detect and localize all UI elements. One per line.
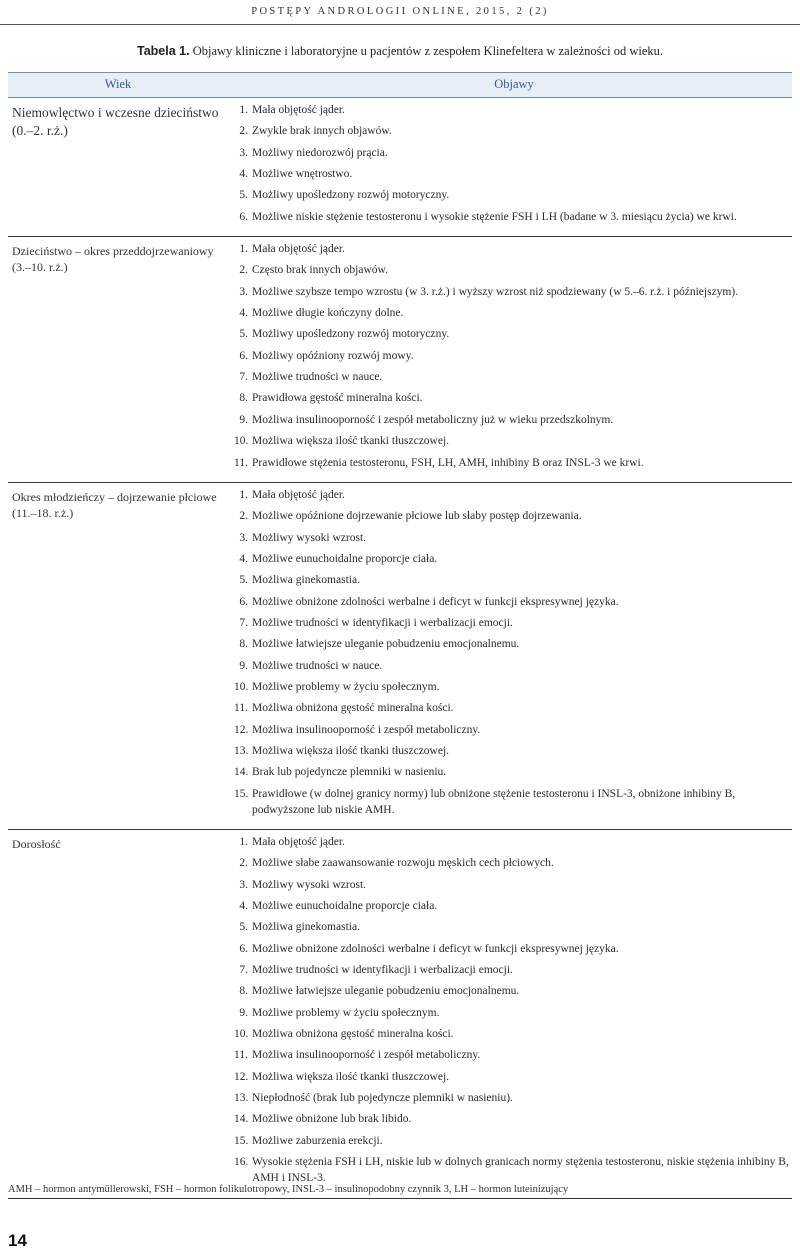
symptom-number: 2. — [239, 264, 248, 277]
symptom-number: 1. — [239, 488, 248, 501]
symptom-number: 11. — [234, 702, 248, 715]
symptom-text: Prawidłowe stężenia testosteronu, FSH, LH, AMH, inhibiny B oraz INSL-3 we krwi. — [252, 456, 644, 469]
symptom-item — [234, 1005, 792, 1021]
symptom-text: Możliwe eunuchoidalne proporcje ciała. — [252, 552, 438, 565]
symptom-text: Możliwe eunuchoidalne proporcje ciała. — [252, 900, 438, 913]
symptom-text: Możliwe trudności w identyfikacji i werbalizacji emocji. — [252, 616, 513, 629]
symptom-text: Często brak innych objawów. — [252, 264, 388, 277]
symptom-number: 11. — [234, 456, 248, 469]
symptom-item — [234, 166, 792, 182]
symptom-number: 5. — [239, 189, 248, 202]
age-group-label: Dorosłość — [12, 837, 61, 851]
symptom-item — [234, 636, 792, 652]
symptom-number: 14. — [234, 766, 249, 779]
symptom-number: 10. — [234, 1028, 249, 1041]
symptom-item — [234, 679, 792, 695]
running-head: POSTĘPY ANDROLOGII ONLINE, 2015, 2 (2) — [251, 6, 549, 17]
symptom-item — [234, 326, 792, 342]
symptom-item — [234, 487, 792, 503]
symptom-number: 16. — [234, 1156, 249, 1169]
symptom-text: Możliwa większa ilość tkanki tłuszczowej. — [252, 1070, 450, 1083]
symptom-item — [234, 209, 792, 225]
symptom-number: 5. — [239, 574, 248, 587]
symptom-item — [234, 305, 792, 321]
symptom-text: Możliwe opóźnione dojrzewanie płciowe lub słaby postęp dojrzewania. — [252, 510, 582, 523]
symptom-item — [234, 898, 792, 914]
age-group-row — [8, 237, 792, 483]
symptom-text: Możliwe problemy w życiu społecznym. — [252, 1006, 440, 1019]
symptom-number: 13. — [234, 1092, 249, 1105]
symptom-item — [234, 786, 792, 818]
symptom-text: Możliwe obniżone lub brak libido. — [252, 1113, 412, 1126]
symptom-text: Możliwy wysoki wzrost. — [252, 878, 367, 891]
symptom-text: Możliwa obniżona gęstość mineralna kości. — [252, 1028, 454, 1041]
symptom-number: 15. — [234, 787, 249, 800]
symptom-item — [234, 594, 792, 610]
symptom-item — [234, 1026, 792, 1042]
symptom-item — [234, 615, 792, 631]
header-age: Wiek — [104, 77, 132, 91]
age-group-row — [8, 483, 792, 830]
symptom-item — [234, 145, 792, 161]
symptom-text: Zwykle brak innych objawów. — [252, 125, 392, 138]
symptom-number: 4. — [239, 552, 248, 565]
symptom-item — [234, 123, 792, 139]
symptom-number: 15. — [234, 1134, 249, 1147]
symptom-text: Mała objętość jąder. — [252, 488, 345, 501]
symptom-number: 2. — [239, 510, 248, 523]
symptom-text: Wysokie stężenia FSH i LH, niskie lub w dolnych granicach normy stężenia testosteronu, niskie stężenia inhibiny B, AMH i INSL-3. — [252, 1156, 789, 1185]
table-body — [8, 98, 792, 1199]
symptom-text: Możliwe obniżone zdolności werbalne i deficyt w funkcji ekspresywnej języka. — [252, 595, 619, 608]
footnote: AMH – hormon antymüllerowski, FSH – hormon folikulotropowy, INSL-3 – insulinopodobny czynnik 3, LH – hormon luteinizujący — [8, 1184, 569, 1195]
symptom-text: Możliwe zaburzenia erekcji. — [252, 1134, 383, 1147]
symptom-item — [234, 412, 792, 428]
symptom-item — [234, 855, 792, 871]
symptom-item — [234, 102, 792, 118]
symptom-item — [234, 834, 792, 850]
symptom-text: Możliwe łatwiejsze uleganie pobudzeniu emocjonalnemu. — [252, 638, 520, 651]
symptom-text: Możliwa większa ilość tkanki tłuszczowej. — [252, 435, 450, 448]
symptom-item — [234, 722, 792, 738]
symptom-number: 6. — [239, 349, 248, 362]
symptom-number: 10. — [234, 435, 249, 448]
symptoms-table — [8, 72, 792, 1199]
symptom-number: 6. — [239, 942, 248, 955]
symptom-number: 9. — [239, 659, 248, 672]
symptom-item — [234, 551, 792, 567]
caption-label: Tabela 1. — [136, 44, 190, 58]
symptom-text: Możliwe niskie stężenie testosteronu i wysokie stężenie FSH i LH (badane w 3. miesiącu życia) we krwi. — [252, 210, 737, 223]
symptom-item — [234, 348, 792, 364]
symptom-item — [234, 284, 792, 300]
symptom-text: Mała objętość jąder. — [252, 104, 345, 116]
age-group-row — [8, 98, 792, 237]
symptom-item — [234, 941, 792, 957]
symptom-item — [234, 1047, 792, 1063]
symptom-number: 5. — [239, 921, 248, 934]
header-symptoms: Objawy — [494, 77, 534, 91]
symptom-list — [234, 237, 792, 482]
symptom-number: 1. — [239, 836, 248, 848]
table-header — [8, 72, 792, 98]
symptom-number: 7. — [239, 371, 248, 384]
symptom-item — [234, 877, 792, 893]
symptom-item — [234, 262, 792, 278]
symptom-item — [234, 1154, 792, 1186]
symptom-text: Możliwa większa ilość tkanki tłuszczowej. — [252, 744, 450, 757]
symptom-number: 4. — [239, 307, 248, 320]
symptom-item — [234, 390, 792, 406]
symptom-number: 1. — [239, 243, 248, 256]
symptom-text: Możliwa ginekomastia. — [252, 921, 360, 934]
symptom-number: 9. — [239, 1006, 248, 1019]
symptom-item — [234, 187, 792, 203]
symptom-text: Możliwe trudności w nauce. — [252, 371, 383, 384]
symptom-text: Możliwe wnętrostwo. — [252, 168, 353, 181]
symptom-text: Możliwe słabe zaawansowanie rozwoju męskich cech płciowych. — [252, 857, 554, 870]
symptom-text: Możliwy upośledzony rozwój motoryczny. — [252, 189, 450, 202]
symptom-list — [234, 483, 792, 829]
symptom-text: Prawidłowa gęstość mineralna kości. — [252, 392, 423, 405]
page-number: 14 — [8, 1231, 27, 1250]
symptom-item — [234, 369, 792, 385]
symptom-item — [234, 530, 792, 546]
symptom-item — [234, 983, 792, 999]
symptom-item — [234, 743, 792, 759]
symptom-number: 2. — [239, 857, 248, 870]
symptom-text: Możliwa insulinooporność i zespół metaboliczny już w wieku przedszkolnym. — [252, 413, 614, 426]
symptom-list — [234, 98, 792, 236]
symptom-number: 6. — [239, 595, 248, 608]
symptom-number: 5. — [239, 328, 248, 341]
symptom-item — [234, 700, 792, 716]
symptom-text: Możliwa insulinooporność i zespół metaboliczny. — [252, 723, 481, 736]
symptom-text: Prawidłowe (w dolnej granicy normy) lub obniżone stężenie testosteronu i INSL-3, obniżone inhibiny B, podwyższone lub niskie AMH. — [252, 787, 736, 816]
symptom-item — [234, 764, 792, 780]
symptom-text: Możliwy wysoki wzrost. — [252, 531, 367, 544]
symptom-number: 11. — [234, 1049, 248, 1062]
symptom-text: Możliwe długie kończyny dolne. — [252, 307, 404, 320]
symptom-text: Możliwe problemy w życiu społecznym. — [252, 680, 440, 693]
symptom-number: 1. — [239, 104, 248, 116]
age-group-label: Okres młodzieńczy – dojrzewanie płciowe (11.–18. r.ż.) — [12, 489, 217, 520]
symptom-item — [234, 508, 792, 524]
symptom-text: Możliwa ginekomastia. — [252, 574, 360, 587]
symptom-text: Możliwe trudności w identyfikacji i werbalizacji emocji. — [252, 964, 513, 977]
symptom-item — [234, 1111, 792, 1127]
symptom-number: 4. — [239, 168, 248, 181]
age-group-label: Dzieciństwo – okres przeddojrzewaniowy (3.–10. r.ż.) — [12, 244, 214, 275]
symptom-item — [234, 1069, 792, 1085]
symptom-item — [234, 1090, 792, 1106]
symptom-text: Możliwe trudności w nauce. — [252, 659, 383, 672]
symptom-number: 8. — [239, 638, 248, 651]
symptom-text: Mała objętość jąder. — [252, 243, 345, 256]
symptom-item — [234, 1133, 792, 1149]
symptom-number: 12. — [234, 1070, 249, 1083]
symptom-item — [234, 962, 792, 978]
symptom-number: 3. — [239, 878, 248, 891]
symptom-text: Możliwe szybsze tempo wzrostu (w 3. r.ż.) i wyższy wzrost niż spodziewany (w 5.–6. r.ż. i późniejszym). — [252, 285, 739, 298]
symptom-item — [234, 658, 792, 674]
symptom-text: Niepłodność (brak lub pojedyncze plemniki w nasieniu). — [252, 1092, 513, 1105]
table-caption — [0, 44, 800, 59]
symptom-text: Brak lub pojedyncze plemniki w nasieniu. — [252, 766, 447, 779]
symptom-number: 14. — [234, 1113, 249, 1126]
symptom-number: 7. — [239, 616, 248, 629]
symptom-text: Możliwy niedorozwój prącia. — [252, 146, 388, 159]
symptom-number: 3. — [239, 285, 248, 298]
symptom-number: 7. — [239, 964, 248, 977]
symptom-text: Możliwa insulinooporność i zespół metaboliczny. — [252, 1049, 481, 1062]
symptom-item — [234, 455, 792, 471]
symptom-number: 3. — [239, 531, 248, 544]
symptom-item — [234, 241, 792, 257]
symptom-item — [234, 433, 792, 449]
symptom-number: 12. — [234, 723, 249, 736]
age-group-label: Niemowlęctwo i wczesne dzieciństwo (0.–2. r.ż.) — [12, 105, 219, 138]
symptom-item — [234, 919, 792, 935]
symptom-number: 8. — [239, 392, 248, 405]
caption-text: Objawy kliniczne i laboratoryjne u pacjentów z zespołem Klinefeltera w zależności od wieku. — [192, 44, 663, 58]
symptom-number: 3. — [239, 146, 248, 159]
symptom-number: 4. — [239, 900, 248, 913]
symptom-number: 10. — [234, 680, 249, 693]
symptom-text: Mała objętość jąder. — [252, 836, 345, 848]
symptom-text: Możliwe łatwiejsze uleganie pobudzeniu emocjonalnemu. — [252, 985, 520, 998]
header-rule — [0, 24, 800, 25]
symptom-item — [234, 572, 792, 588]
symptom-text: Możliwe obniżone zdolności werbalne i deficyt w funkcji ekspresywnej języka. — [252, 942, 619, 955]
symptom-number: 13. — [234, 744, 249, 757]
symptom-number: 6. — [239, 210, 248, 223]
symptom-text: Możliwa obniżona gęstość mineralna kości. — [252, 702, 454, 715]
symptom-number: 8. — [239, 985, 248, 998]
age-group-row — [8, 830, 792, 1199]
symptom-number: 2. — [239, 125, 248, 138]
symptom-text: Możliwy opóźniony rozwój mowy. — [252, 349, 414, 362]
symptom-text: Możliwy upośledzony rozwój motoryczny. — [252, 328, 450, 341]
symptom-list — [234, 830, 792, 1198]
symptom-number: 9. — [239, 413, 248, 426]
